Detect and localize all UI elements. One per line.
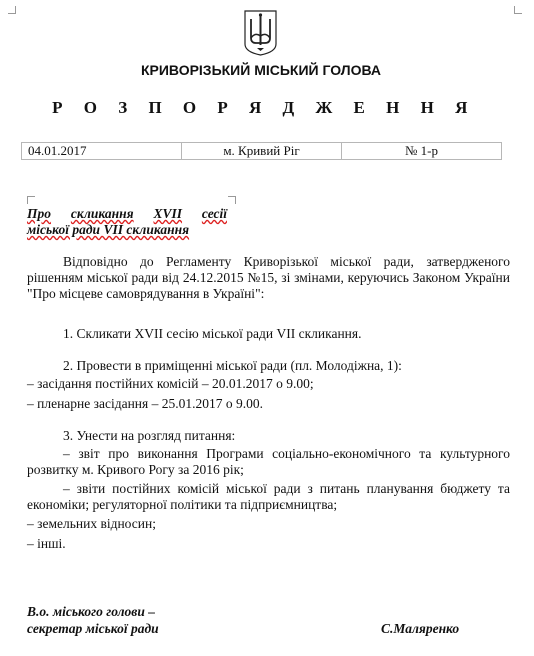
document-info-bar	[21, 142, 502, 160]
document-date: 04.01.2017	[22, 143, 182, 159]
item-1: 1. Скликати XVII сесію міської ради VII скликання.	[63, 326, 362, 341]
page-corner-mark	[514, 6, 522, 14]
subject-line-2: міської ради VII скликання	[27, 222, 190, 237]
document-type-title: Р О З П О Р Я Д Ж Е Н Н Я	[52, 98, 476, 117]
signature-name: С.Маляренко	[381, 621, 460, 636]
item-3: 3. Унести на розгляд питання:	[63, 428, 236, 443]
item-3-sub-d: – інші.	[27, 536, 66, 551]
signature-title-line-1: В.о. міського голови –	[27, 604, 155, 619]
signature-title-line-2: секретар міської ради	[27, 621, 159, 636]
preamble-paragraph: Відповідно до Регламенту Криворізької міської ради, затвердженого рішенням міської ради від 24.12.2015 №15, зі змінами, керуючись Законом України "Про місцеве самоврядування в Україні":	[27, 254, 510, 301]
page-corner-mark	[8, 6, 16, 14]
subject-word: скликання	[70, 206, 134, 221]
subject-word: сесії	[201, 206, 227, 221]
document-place: м. Кривий Ріг	[182, 143, 342, 159]
document-subject	[27, 206, 227, 238]
item-3-sub-b: – звіти постійних комісій міської ради з питань планування бюджету та економіки; регуляторної політики та підприємництва;	[27, 481, 510, 512]
trident-coat-of-arms-icon	[244, 10, 277, 56]
subject-word: XVII	[153, 206, 183, 221]
document-number: № 1-р	[405, 143, 438, 158]
authority-title: КРИВОРІЗЬКИЙ МІСЬКИЙ ГОЛОВА	[140, 62, 382, 78]
subject-word: Про	[27, 206, 52, 221]
subject-corner-mark	[228, 196, 236, 204]
item-3-sub-a: – звіт про виконання Програми соціально-економічного та культурного розвитку м. Кривого Рогу за 2016 рік;	[27, 446, 510, 477]
subject-corner-mark	[27, 196, 35, 204]
signature-block	[27, 603, 159, 637]
item-3-sub-c: – земельних відносин;	[27, 516, 156, 531]
item-2-sub-a: – засідання постійних комісій – 20.01.2017 о 9.00;	[27, 376, 314, 391]
item-2: 2. Провести в приміщенні міської ради (пл. Молодіжна, 1):	[63, 358, 402, 373]
item-2-sub-b: – пленарне засідання – 25.01.2017 о 9.00.	[27, 396, 263, 411]
